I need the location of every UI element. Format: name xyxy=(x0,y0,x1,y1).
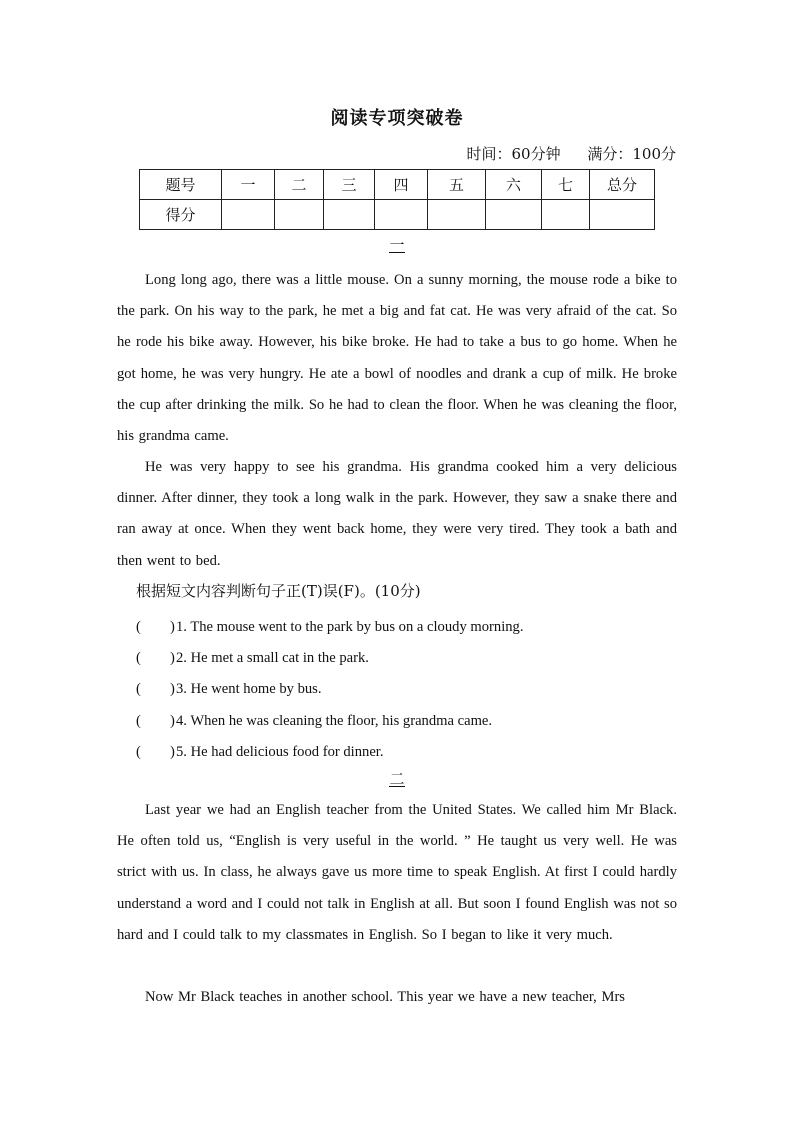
question-item-1 xyxy=(136,615,524,636)
answer-blank[interactable]: ( ) xyxy=(136,619,175,635)
section-heading-2: 二 xyxy=(389,770,405,788)
score-table xyxy=(139,169,655,230)
answer-blank[interactable]: ( ) xyxy=(136,713,175,729)
full-score: 满分：100分 xyxy=(587,145,676,163)
header-cell-4: 四 xyxy=(375,170,428,200)
question-item-5 xyxy=(136,740,384,761)
answer-blank[interactable]: ( ) xyxy=(136,681,175,697)
question-item-3 xyxy=(136,677,322,698)
score-cell[interactable] xyxy=(375,200,428,230)
header-cell-2: 二 xyxy=(275,170,324,200)
question-text: 2. He met a small cat in the park. xyxy=(176,650,369,666)
answer-blank[interactable]: ( ) xyxy=(136,744,175,760)
question-text: 3. He went home by bus. xyxy=(176,681,322,697)
score-cell[interactable] xyxy=(324,200,375,230)
question-text: 5. He had delicious food for dinner. xyxy=(176,744,384,760)
time-limit: 时间：60分钟 xyxy=(466,145,561,163)
score-table-score-row xyxy=(140,200,655,230)
score-cell[interactable] xyxy=(428,200,486,230)
score-cell[interactable] xyxy=(542,200,590,230)
header-cell-3: 三 xyxy=(324,170,375,200)
score-cell-total[interactable] xyxy=(590,200,655,230)
header-cell-1: 一 xyxy=(222,170,275,200)
score-cell[interactable] xyxy=(275,200,324,230)
header-cell-6: 六 xyxy=(486,170,542,200)
question-item-2 xyxy=(136,646,369,667)
question-item-4 xyxy=(136,709,492,730)
question-text: 4. When he was cleaning the floor, his grandma came. xyxy=(176,713,493,729)
header-cell-5: 五 xyxy=(428,170,486,200)
passage1-paragraph-2: He was very happy to see his grandma. His grandma cooked him a very delicious dinner. After dinner, they took a long walk in the park. However, they saw a snake there and ran away at once. When they went back home, they were very tired. They took a bath and then went to bed. xyxy=(117,459,677,569)
passage1-paragraph-1: Long long ago, there was a little mouse. On a sunny morning, the mouse rode a bike to the park. On his way to the park, he met a big and fat cat. He was very afraid of the cat. So he rode his bike away. However, his bike broke. He had to take a bus to go home. When he got home, he was very hungry. He ate a bowl of noodles and drank a cup of milk. He broke the cup after drinking the milk. So he had to clean the floor. When he was cleaning the floor, his grandma came. xyxy=(117,272,677,445)
score-cell[interactable] xyxy=(222,200,275,230)
score-table-header-row xyxy=(140,170,655,200)
header-cell-label: 题号 xyxy=(140,170,222,200)
question-text: 1. The mouse went to the park by bus on a cloudy morning. xyxy=(176,619,524,635)
passage2-paragraph-1: Last year we had an English teacher from the United States. We called him Mr Black. He often told us, “English is very useful in the world. ” He taught us very well. He was strict with us. In class, he always gave us more time to speak English. At first I could hardly understand a word and I could not talk in English at all. But soon I found English was not so hard and I could talk to my classmates in English. So I began to like it very much. xyxy=(117,802,677,943)
score-cell[interactable] xyxy=(486,200,542,230)
header-cell-total: 总分 xyxy=(590,170,655,200)
header-cell-7: 七 xyxy=(542,170,590,200)
score-row-label: 得分 xyxy=(140,200,222,230)
question-instruction: 根据短文内容判断句子正(T)误(F)。(10分) xyxy=(136,582,421,600)
answer-blank[interactable]: ( ) xyxy=(136,650,175,666)
page-title: 阅读专项突破卷 xyxy=(330,108,464,129)
passage2-paragraph-2: Now Mr Black teaches in another school. This year we have a new teacher, Mrs xyxy=(145,989,625,1005)
section-heading-1: 一 xyxy=(389,236,405,254)
exam-meta xyxy=(466,143,676,164)
